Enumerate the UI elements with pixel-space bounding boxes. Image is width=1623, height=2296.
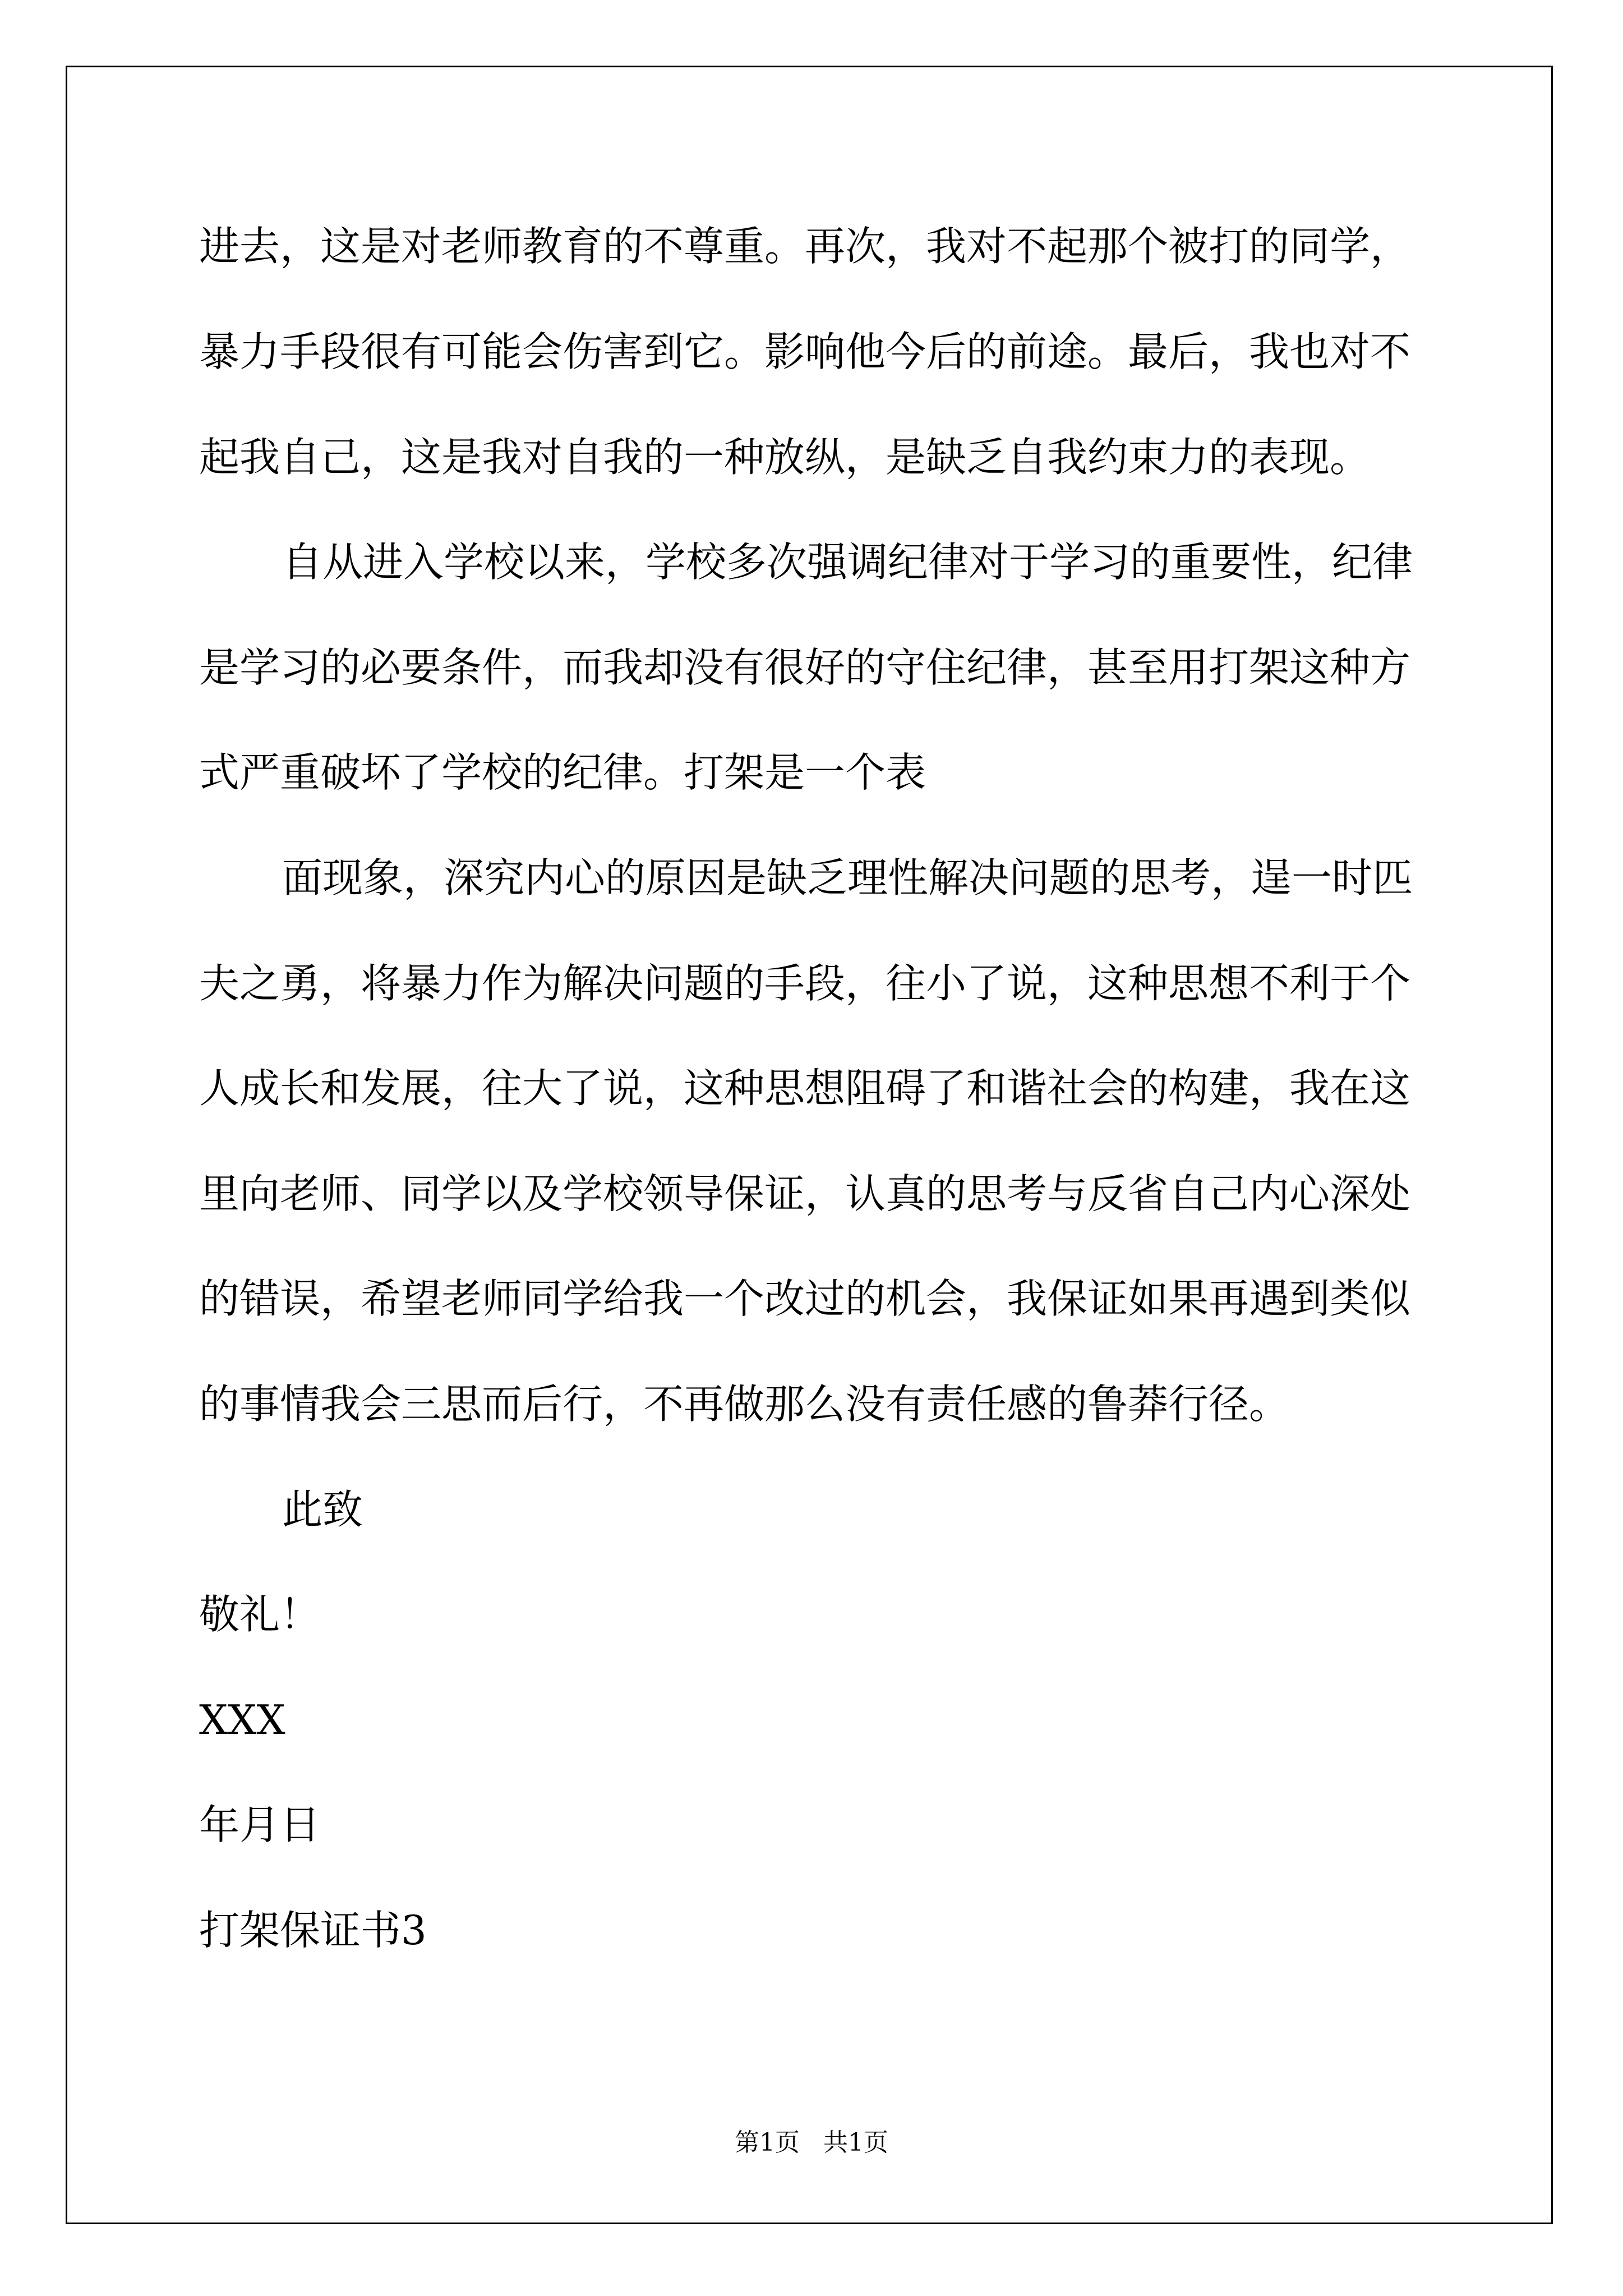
body-line: 夫之勇，将暴力作为解决问题的手段，往小了说，这种思想不利于个	[199, 960, 1411, 1007]
date-line: 年月日	[199, 1801, 321, 1848]
page-footer: 第1页 共1页	[735, 2128, 888, 2157]
body-line: 的错误，希望老师同学给我一个改过的机会，我保证如果再遇到类似	[199, 1275, 1411, 1322]
body-line: 起我自己，这是我对自我的一种放纵，是缺乏自我约束力的表现。	[199, 434, 1371, 481]
body-line: 进去，这是对老师教育的不尊重。再次，我对不起那个被打的同学，	[199, 223, 1411, 270]
body-line: 暴力手段很有可能会伤害到它。影响他今后的前途。最后，我也对不	[199, 328, 1411, 375]
next-section-title: 打架保证书3	[199, 1907, 427, 1954]
body-line: 人成长和发展，往大了说，这种思想阻碍了和谐社会的构建，我在这	[199, 1065, 1411, 1112]
body-line: 的事情我会三思而后行，不再做那么没有责任感的鲁莽行径。	[199, 1381, 1290, 1428]
closing-phrase: 此致	[282, 1486, 363, 1533]
body-line: 里向老师、同学以及学校领导保证，认真的思考与反省自己内心深处	[199, 1170, 1411, 1217]
salutation: 敬礼！	[199, 1591, 321, 1638]
signature: XXX	[199, 1696, 285, 1743]
body-line: 式严重破坏了学校的纪律。打架是一个表	[199, 749, 926, 796]
body-line: 面现象，深究内心的原因是缺乏理性解决问题的思考，逞一时匹	[282, 854, 1413, 901]
body-line: 自从进入学校以来，学校多次强调纪律对于学习的重要性，纪律	[282, 539, 1413, 586]
body-line: 是学习的必要条件，而我却没有很好的守住纪律，甚至用打架这种方	[199, 644, 1411, 691]
